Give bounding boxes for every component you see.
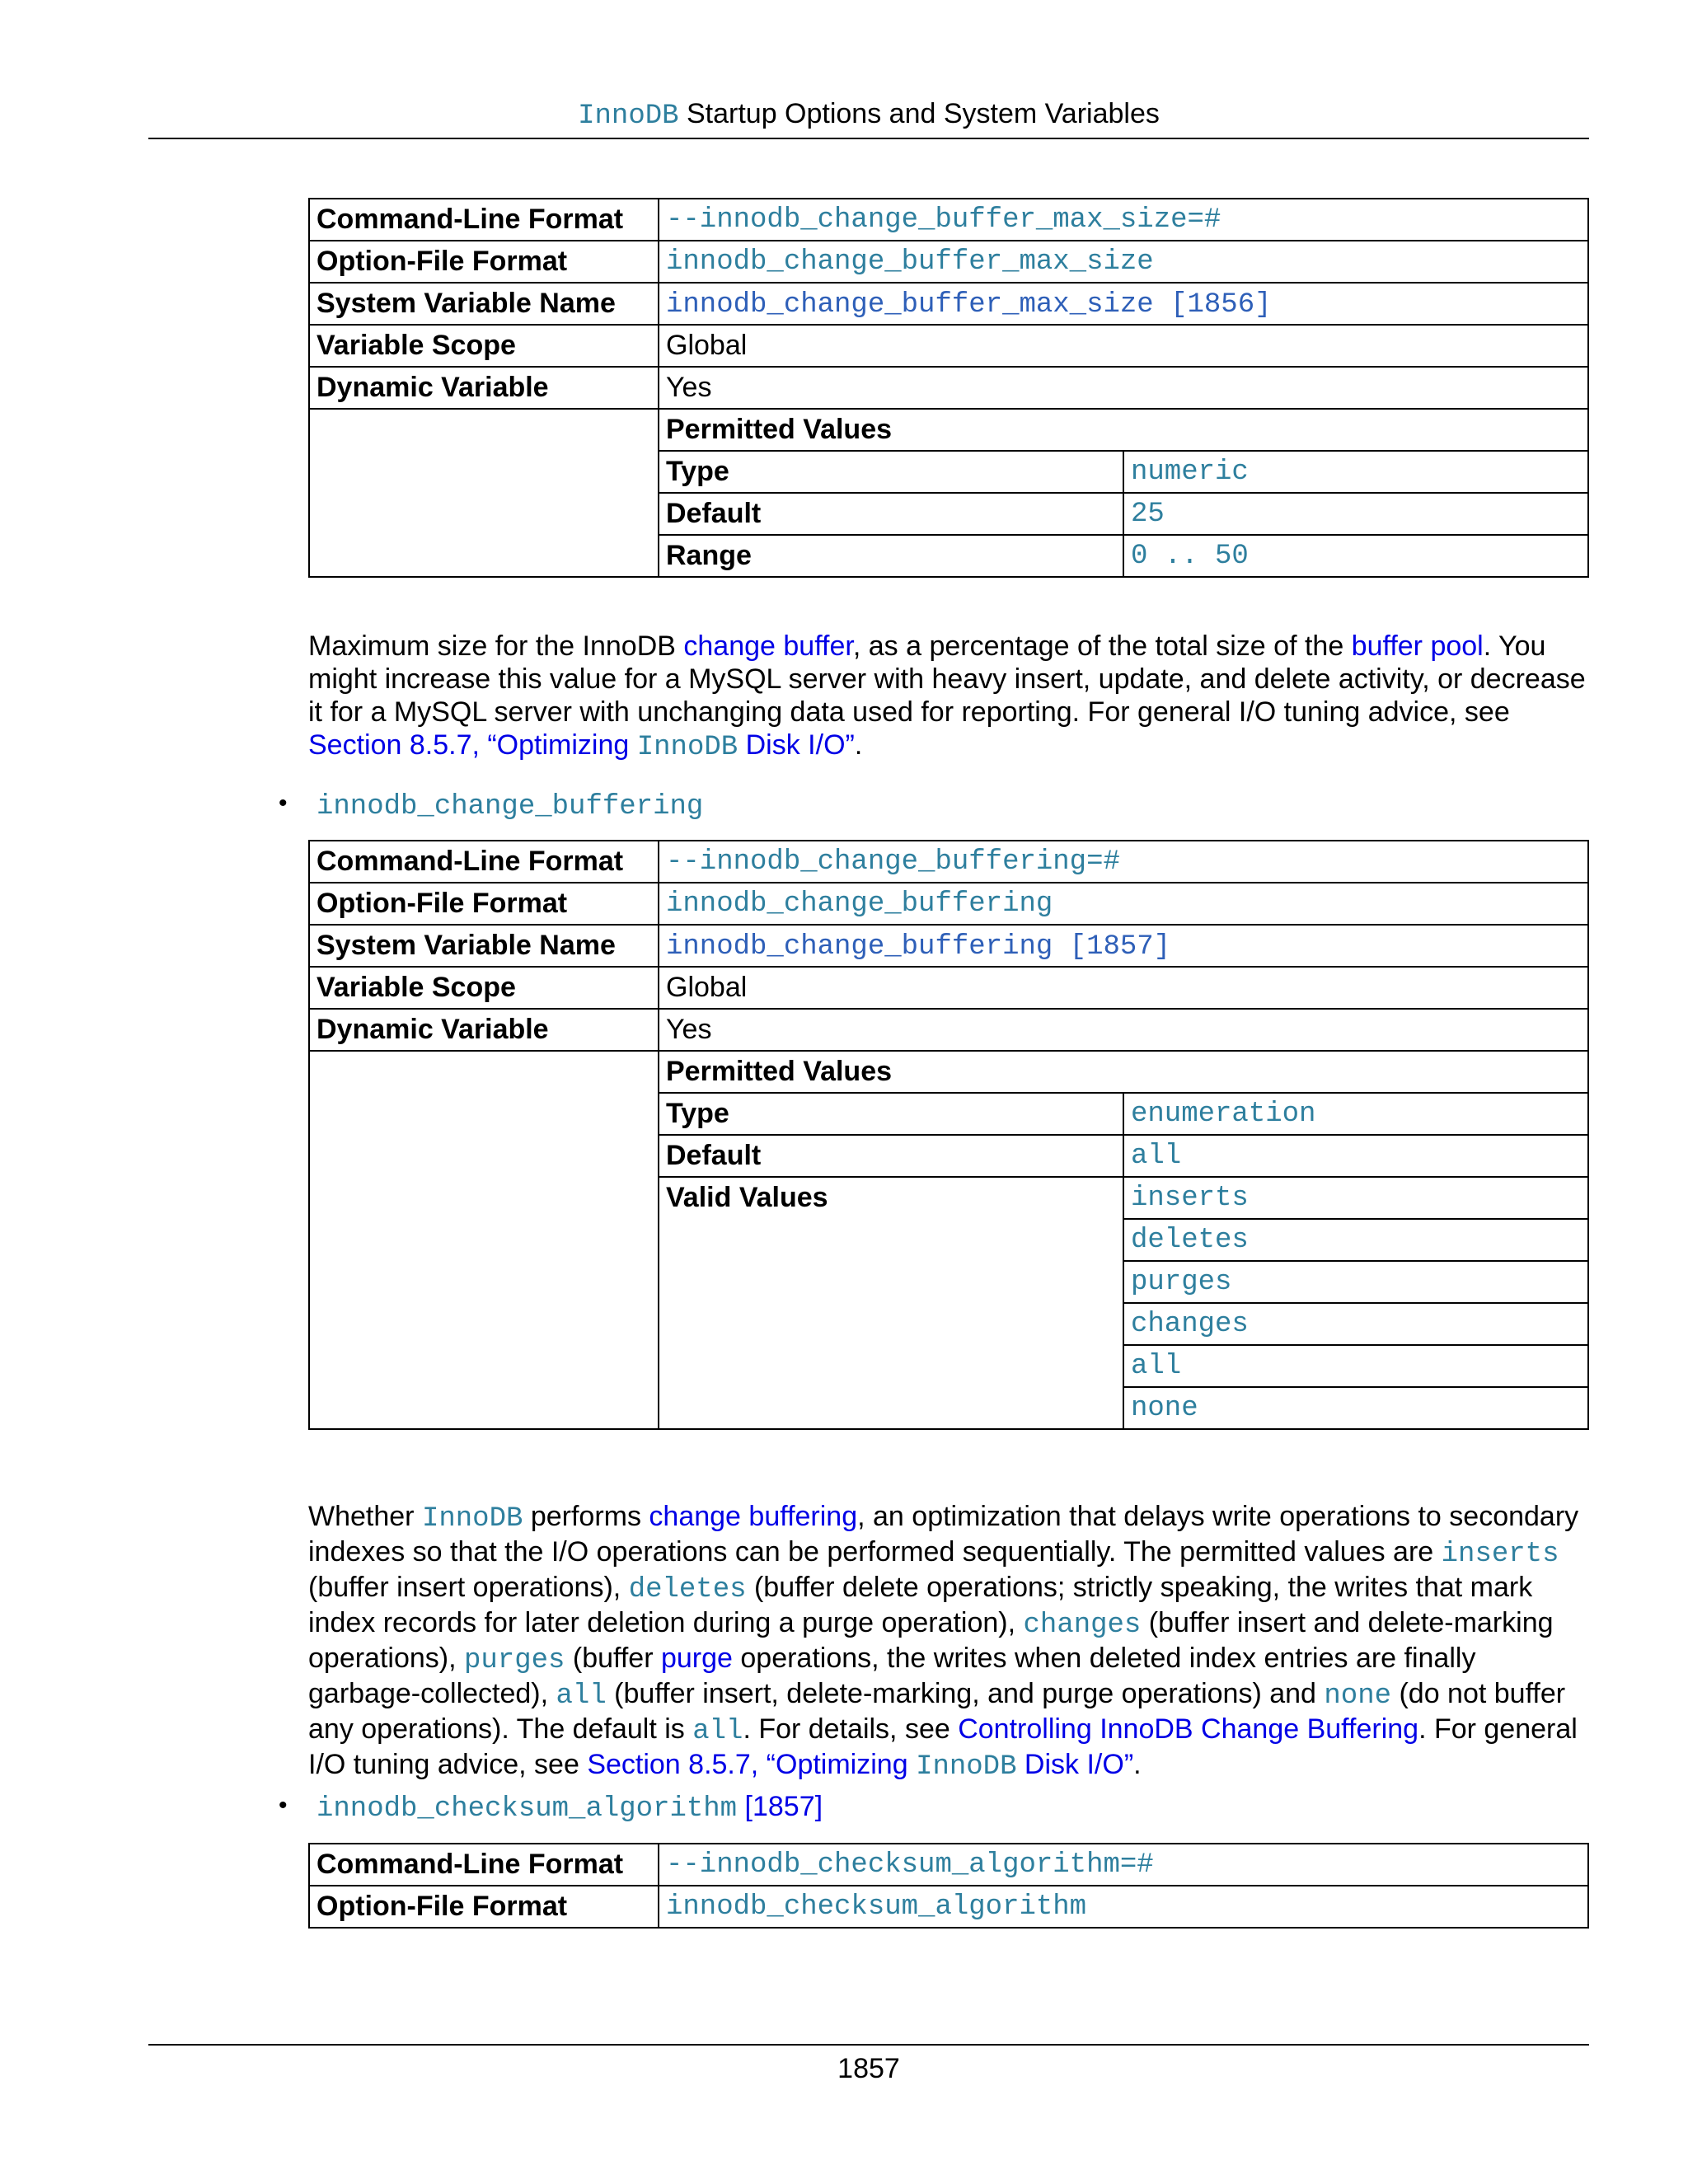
variable-scope-value: Global [659,967,1588,1009]
change-buffering-table [308,840,1589,1430]
header-code: InnoDB [578,101,679,132]
table-row [309,1051,1588,1093]
row-label: Variable Scope [309,967,659,1009]
permitted-values-header: Permitted Values [659,409,1588,451]
controlling-change-buffering-link[interactable]: Controlling InnoDB Change Buffering [958,1713,1419,1745]
permitted-label: Default [659,1135,1123,1177]
change-buffer-link[interactable]: change buffer [683,630,853,662]
table-row [309,325,1588,367]
purge-link[interactable]: purge [660,1643,733,1674]
table-row [309,1886,1588,1928]
row-label: Dynamic Variable [309,367,659,409]
empty-cell [309,1051,659,1429]
row-label: Command-Line Format [309,841,659,883]
permitted-label: Valid Values [659,1177,1123,1429]
table-row [309,1009,1588,1051]
table-row [309,841,1588,883]
optimizing-disk-io-link[interactable]: Section 8.5.7, “Optimizing InnoDB Disk I/O” [308,729,855,763]
checksum-algorithm-table [308,1843,1589,1929]
valid-value: inserts [1123,1177,1588,1219]
permitted-label: Type [659,1093,1123,1135]
permitted-label: Type [659,451,1123,493]
table-row [309,1844,1588,1886]
type-value: enumeration [1123,1093,1588,1135]
bullet-icon: • [279,790,288,817]
command-line-value: --innodb_checksum_algorithm=# [659,1844,1588,1886]
command-line-value: --innodb_change_buffering=# [659,841,1588,883]
innodb-change-buffering-name: innodb_change_buffering [316,791,704,823]
valid-value: changes [1123,1303,1588,1345]
table-row [309,283,1588,325]
dynamic-variable-value: Yes [659,1009,1588,1051]
table-row [309,199,1588,241]
permitted-label: Range [659,535,1123,577]
table-row [309,967,1588,1009]
row-label: Option-File Format [309,241,659,283]
valid-value: purges [1123,1261,1588,1303]
table-row [309,883,1588,925]
buffer-pool-link[interactable]: buffer pool [1351,630,1484,662]
valid-value: deletes [1123,1219,1588,1261]
innodb-checksum-algorithm-name: innodb_checksum_algorithm [316,1793,738,1825]
table-row [309,925,1588,967]
default-value: 25 [1123,493,1588,535]
system-variable-link[interactable]: innodb_change_buffer_max_size [1856] [666,289,1272,321]
valid-value: none [1123,1387,1588,1429]
row-label: Dynamic Variable [309,1009,659,1051]
system-variable-link[interactable]: innodb_change_buffering [1857] [666,931,1171,963]
table-row [309,367,1588,409]
row-label: System Variable Name [309,925,659,967]
change-buffer-max-size-table [308,198,1589,578]
section-heading [316,788,703,823]
checksum-algorithm-ref-link[interactable]: [1857] [737,1791,823,1822]
table-row [309,409,1588,451]
header-divider [148,138,1589,139]
variable-scope-value: Global [659,325,1588,367]
dynamic-variable-value: Yes [659,367,1588,409]
optimizing-disk-io-link[interactable]: Section 8.5.7, “Optimizing InnoDB Disk I/O” [587,1749,1134,1783]
change-buffer-max-size-description: Maximum size for the InnoDB change buffer, as a percentage of the total size of the buffer pool. You might increase this value for a MySQL server with heavy insert, update, and delete activity, or decrease it for a MySQL server with unchanging data used for reporting. For general I/O tuning advice, see Section 8.5.7, “Optimizing InnoDB Disk I/O”. [308,630,1586,763]
permitted-label: Default [659,493,1123,535]
page-number: 1857 [837,2053,900,2084]
row-label: Option-File Format [309,1886,659,1928]
empty-cell [309,409,659,577]
change-buffering-description: Whether InnoDB performs change buffering, an optimization that delays write operations to secondary indexes so that the I/O operations can be performed sequentially. The permitted values are inserts (buffer insert operations), deletes (buffer delete operations; strictly speaking, the writes that mark index records for later deletion during a purge operation), changes (buffer insert and delete-marking operations), purges (buffer purge operations, the writes when deleted index entries are finally garbage-collected), all (buffer insert, delete-marking, and purge operations) and none (do not buffer any operations). The default is all. For details, see Controlling InnoDB Change Buffering. For general I/O tuning advice, see Section 8.5.7, “Optimizing InnoDB Disk I/O”. [308,1501,1579,1783]
section-heading [316,1790,823,1825]
footer-divider [148,2044,1589,2046]
option-file-value: innodb_change_buffer_max_size [659,241,1588,283]
row-label: Command-Line Format [309,1844,659,1886]
default-value: all [1123,1135,1588,1177]
row-label: System Variable Name [309,283,659,325]
header-title: Startup Options and System Variables [678,98,1160,129]
change-buffering-link[interactable]: change buffering [649,1501,858,1532]
permitted-values-header: Permitted Values [659,1051,1588,1093]
bullet-icon: • [279,1792,288,1819]
row-label: Command-Line Format [309,199,659,241]
option-file-value: innodb_checksum_algorithm [659,1886,1588,1928]
row-label: Option-File Format [309,883,659,925]
option-file-value: innodb_change_buffering [659,883,1588,925]
type-value: numeric [1123,451,1588,493]
range-value: 0 .. 50 [1123,535,1588,577]
command-line-value: --innodb_change_buffer_max_size=# [659,199,1588,241]
row-label: Variable Scope [309,325,659,367]
valid-value: all [1123,1345,1588,1387]
table-row [309,241,1588,283]
page-header [148,97,1589,133]
